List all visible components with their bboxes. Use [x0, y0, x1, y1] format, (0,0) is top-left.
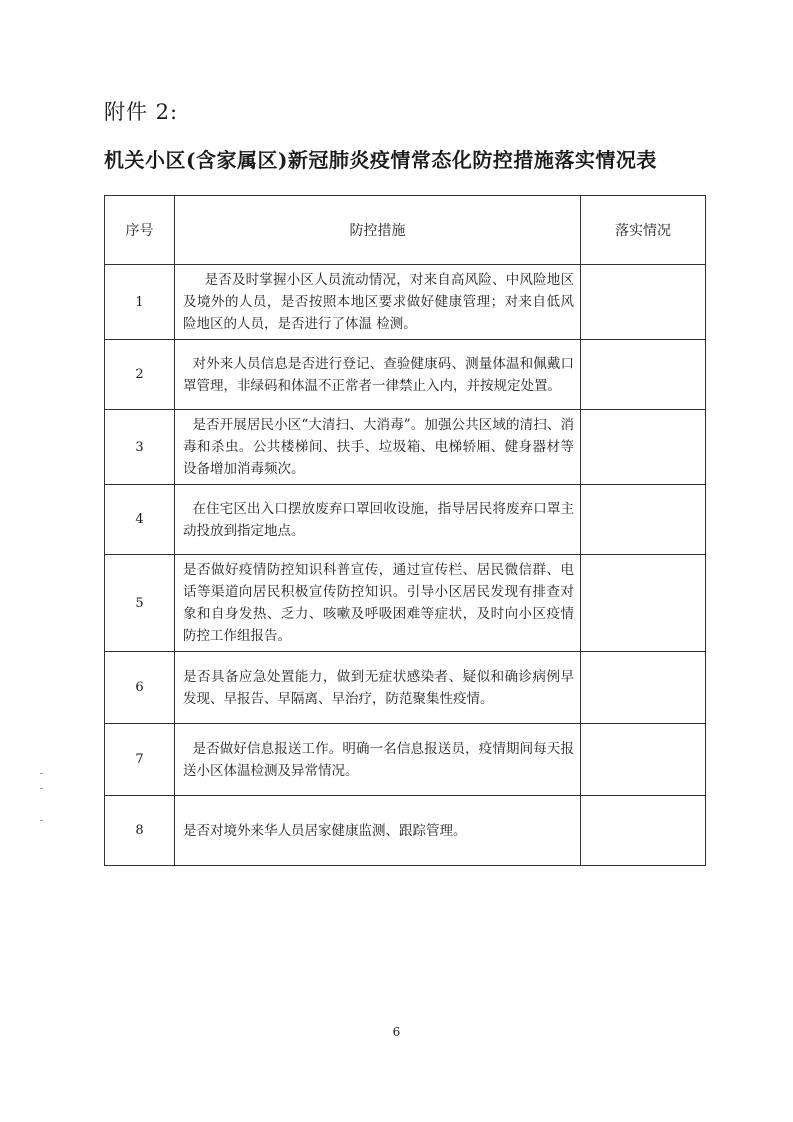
row-measure: 是否及时掌握小区人员流动情况，对来自高风险、中风险地区及境外的人员，是否按照本地区要求做好健康管理；对来自低风险地区的人员，是否进行了体温 检测。	[175, 265, 581, 340]
row-measure: 是否做好信息报送工作。明确一名信息报送员，疫情期间每天报送小区体温检测及异常情况。	[175, 724, 581, 796]
row-number: 4	[105, 485, 175, 555]
table-row	[105, 796, 706, 866]
row-number: 5	[105, 555, 175, 652]
row-status	[581, 652, 706, 724]
row-status	[581, 485, 706, 555]
header-measure: 防控措施	[175, 196, 581, 265]
row-status	[581, 410, 706, 485]
row-measure: 对外来人员信息是否进行登记、查验健康码、测量体温和佩戴口罩管理，非绿码和体温不正常者一律禁止入内，并按规定处置。	[175, 340, 581, 410]
table-row	[105, 340, 706, 410]
row-number: 6	[105, 652, 175, 724]
table-row	[105, 410, 706, 485]
table-row	[105, 555, 706, 652]
table-row	[105, 485, 706, 555]
row-number: 3	[105, 410, 175, 485]
scan-artifact	[40, 820, 43, 821]
row-number: 8	[105, 796, 175, 866]
row-number: 7	[105, 724, 175, 796]
row-status	[581, 724, 706, 796]
row-status	[581, 265, 706, 340]
row-status	[581, 796, 706, 866]
document-title: 机关小区(含家属区)新冠肺炎疫情常态化防控措施落实情况表	[104, 148, 657, 172]
row-status	[581, 340, 706, 410]
scan-artifact	[40, 773, 43, 774]
row-measure: 是否开展居民小区“大清扫、大消毒”。加强公共区域的清扫、消毒和杀虫。公共楼梯间、扶手、垃圾箱、电梯轿厢、健身器材等设备增加消毒频次。	[175, 410, 581, 485]
row-measure: 是否具备应急处置能力，做到无症状感染者、疑似和确诊病例早发现、早报告、早隔离、早治疗，防范聚集性疫情。	[175, 652, 581, 724]
table-row	[105, 652, 706, 724]
attachment-label: 附件 2:	[104, 100, 179, 124]
page-number: 6	[392, 1025, 401, 1039]
row-measure: 是否做好疫情防控知识科普宣传，通过宣传栏、居民微信群、电话等渠道向居民积极宣传防控知识。引导小区居民发现有排查对象和自身发热、乏力、咳嗽及呼吸困难等症状，及时向小区疫情防控工作组报告。	[175, 555, 581, 652]
table-row	[105, 724, 706, 796]
measures-table	[104, 195, 706, 866]
scan-artifact	[40, 788, 43, 789]
row-number: 1	[105, 265, 175, 340]
table-row	[105, 265, 706, 340]
row-measure: 在住宅区出入口摆放废弃口罩回收设施，指导居民将废弃口罩主动投放到指定地点。	[175, 485, 581, 555]
header-status: 落实情况	[581, 196, 706, 265]
table-header-row	[105, 196, 706, 265]
row-measure: 是否对境外来华人员居家健康监测、跟踪管理。	[175, 796, 581, 866]
header-serial-number: 序号	[105, 196, 175, 265]
row-status	[581, 555, 706, 652]
row-number: 2	[105, 340, 175, 410]
